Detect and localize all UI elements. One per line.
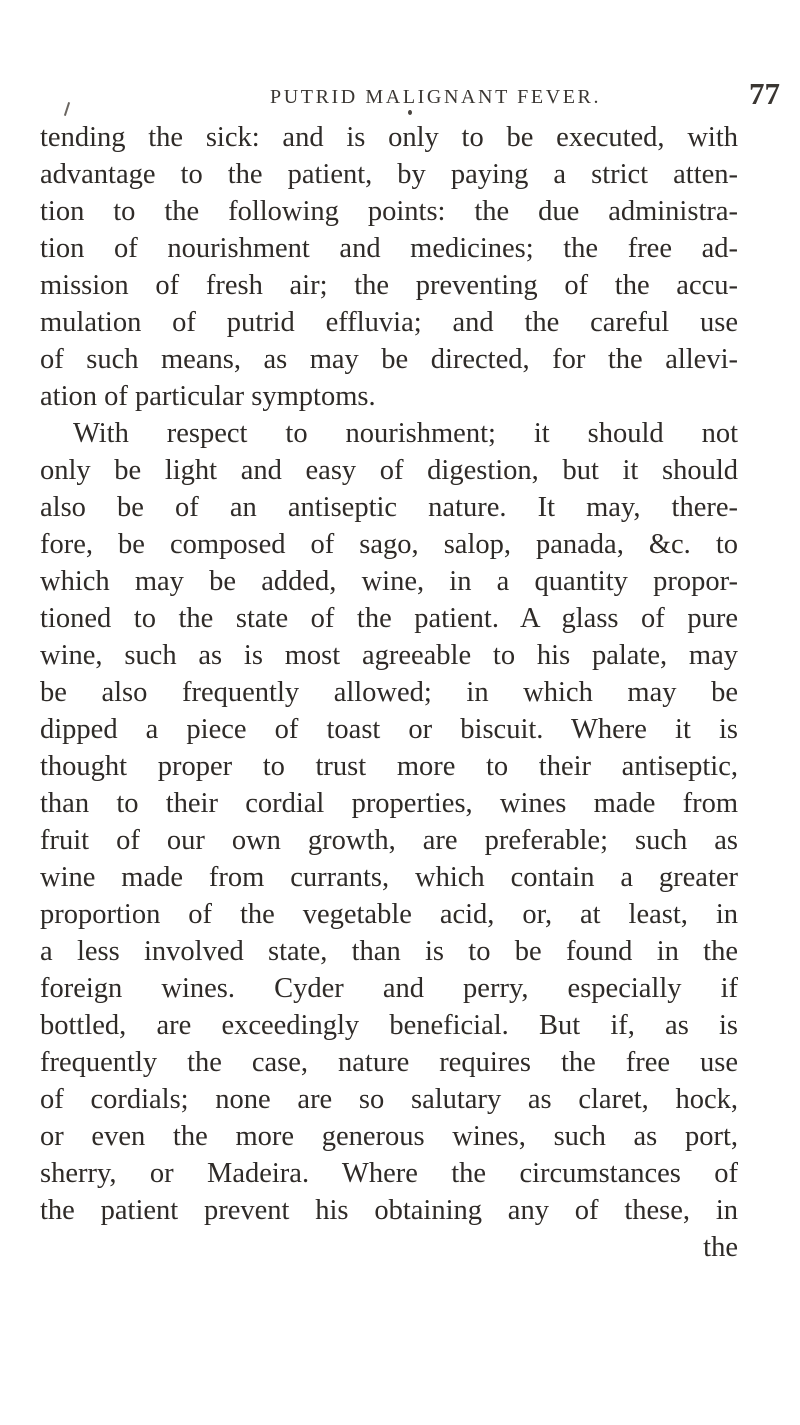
text-line: which may be added, wine, in a quantity propor- <box>40 566 738 597</box>
text-line: mulation of putrid effluvia; and the careful use <box>40 307 738 338</box>
text-line: tioned to the state of the patient. A glass of pure <box>40 603 738 634</box>
text-line: be also frequently allowed; in which may be <box>40 677 738 708</box>
text-line: foreign wines. Cyder and perry, especially if <box>40 973 738 1004</box>
text-line: of such means, as may be directed, for the allevi- <box>40 344 738 375</box>
text-line: proportion of the vegetable acid, or, at least, in <box>40 899 738 930</box>
text-line: frequently the case, nature requires the free use <box>40 1047 738 1078</box>
text-line: only be light and easy of digestion, but it should <box>40 455 738 486</box>
text-line: wine, such as is most agreeable to his palate, may <box>40 640 738 671</box>
text-line: or even the more generous wines, such as port, <box>40 1121 738 1152</box>
paragraph-start-line: With respect to nourishment; it should not <box>73 418 738 449</box>
paragraph-end-line: ation of particular symptoms. <box>40 381 376 412</box>
text-line: tending the sick: and is only to be executed, with <box>40 122 738 153</box>
text-line: of cordials; none are so salutary as claret, hock, <box>40 1084 738 1115</box>
text-line: a less involved state, than is to be found in the <box>40 936 738 967</box>
text-line: wine made from currants, which contain a greater <box>40 862 738 893</box>
text-line: mission of fresh air; the preventing of the accu- <box>40 270 738 301</box>
text-line: also be of an antiseptic nature. It may, there- <box>40 492 738 523</box>
running-title: PUTRID MALIGNANT FEVER. <box>270 86 602 108</box>
text-line: tion of nourishment and medicines; the free ad- <box>40 233 738 264</box>
text-line: fruit of our own growth, are preferable; such as <box>40 825 738 856</box>
text-line: bottled, are exceedingly beneficial. But if, as is <box>40 1010 738 1041</box>
catchword: the <box>703 1232 738 1263</box>
text-line: than to their cordial properties, wines made from <box>40 788 738 819</box>
text-line: advantage to the patient, by paying a strict atten- <box>40 159 738 190</box>
text-line: fore, be composed of sago, salop, panada, &c. to <box>40 529 738 560</box>
page-number: 77 <box>749 76 780 111</box>
text-line: tion to the following points: the due administra- <box>40 196 738 227</box>
text-line: thought proper to trust more to their antiseptic, <box>40 751 738 782</box>
text-line: the patient prevent his obtaining any of these, in <box>40 1195 738 1226</box>
text-line: sherry, or Madeira. Where the circumstances of <box>40 1158 738 1189</box>
text-line: dipped a piece of toast or biscuit. Where it is <box>40 714 738 745</box>
